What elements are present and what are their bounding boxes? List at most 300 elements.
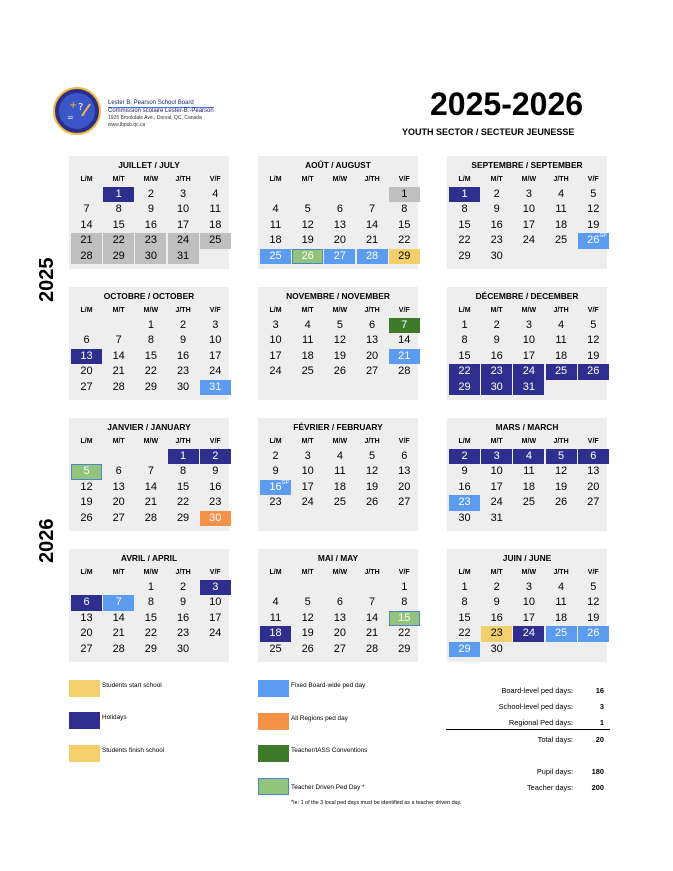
- day-cell: 10: [522, 596, 535, 609]
- month-title: NOVEMBRE / NOVEMBER: [286, 291, 390, 301]
- day-cell: 19: [301, 627, 314, 640]
- month-title: FÉVRIER / FEBRUARY: [293, 422, 383, 432]
- day-cell: 22: [458, 627, 471, 640]
- month-title: AOÛT / AUGUST: [305, 160, 371, 170]
- month-calendar: [447, 156, 607, 269]
- day-cell: 16: [490, 349, 503, 362]
- day-cell: 3: [304, 450, 311, 462]
- day-cell: 31: [490, 511, 503, 524]
- day-cell: 9: [180, 334, 187, 347]
- weekday-header: J/TH: [175, 176, 191, 183]
- day-cell: 8: [180, 465, 187, 478]
- day-cell: 17: [209, 611, 222, 624]
- day-cell: 3: [272, 319, 279, 331]
- legend-swatch: [69, 712, 100, 729]
- month-calendar: [258, 549, 418, 662]
- weekday-header: V/F: [398, 176, 410, 183]
- day-cell: 27: [365, 365, 379, 378]
- day-cell: 29: [449, 642, 480, 657]
- weekday-header: J/TH: [364, 307, 380, 314]
- empty-cell: [71, 187, 102, 202]
- board-website[interactable]: www.lbpsb.qc.ca: [108, 122, 146, 128]
- day-cell: 10: [522, 334, 535, 347]
- month-days-grid: [258, 435, 418, 511]
- weekday-header: V/F: [587, 569, 599, 576]
- weekday-header: V/F: [209, 438, 221, 445]
- day-cell: 11: [334, 465, 346, 478]
- day-cell: 31: [168, 249, 199, 264]
- legend-label: Students finish school: [102, 747, 165, 754]
- weekday-header: L/M: [80, 176, 93, 183]
- weekday-header: M/W: [143, 176, 159, 183]
- empty-cell: [546, 380, 577, 395]
- weekday-header: M/T: [301, 176, 314, 183]
- day-cell: 3: [481, 449, 512, 464]
- day-cell: 28: [398, 365, 411, 378]
- month-days-grid: [447, 304, 607, 395]
- day-cell: 9: [461, 465, 468, 478]
- day-cell: 27: [324, 249, 355, 264]
- weekday-header: L/M: [269, 176, 282, 183]
- day-cell: 6: [336, 203, 343, 216]
- day-cell: 2: [180, 581, 187, 593]
- day-cell: 30: [490, 249, 503, 262]
- day-cell: 15: [458, 218, 471, 231]
- day-cell: 21: [112, 627, 125, 640]
- day-cell: 3: [212, 319, 219, 331]
- day-cell: 28: [112, 642, 125, 655]
- weekday-header: M/W: [143, 569, 159, 576]
- day-cell: 21: [389, 349, 420, 364]
- page-title: 2025-2026: [430, 86, 584, 122]
- stat-board-value: 16: [595, 686, 604, 695]
- day-cell: 2: [449, 449, 480, 464]
- month-calendar: [69, 156, 229, 269]
- day-cell: 19: [365, 480, 379, 493]
- commission-name: Commission scolaire Lester-B.-Pearson: [108, 108, 214, 114]
- day-stats: [440, 684, 610, 794]
- day-cell: 21: [365, 627, 379, 640]
- weekday-header: V/F: [587, 438, 599, 445]
- weekday-header: M/W: [521, 307, 537, 314]
- empty-cell: [103, 449, 134, 464]
- day-cell: 11: [209, 203, 221, 216]
- day-cell: 30: [481, 380, 512, 395]
- month-calendar: [447, 549, 607, 662]
- day-cell: 16: [176, 349, 190, 362]
- day-cell: 14: [144, 480, 157, 493]
- day-cell: 8: [115, 203, 122, 216]
- month-days-grid: [258, 304, 418, 380]
- day-cell: 13: [365, 334, 379, 347]
- weekday-header: L/M: [80, 307, 93, 314]
- weekday-header: M/T: [490, 176, 503, 183]
- month-title: JANVIER / JANUARY: [107, 422, 191, 432]
- day-cell: 2: [493, 319, 500, 331]
- empty-cell: [324, 580, 355, 595]
- side-year-2025: 2025: [36, 257, 58, 302]
- school-board-name: Lester B. Pearson School Board: [108, 100, 194, 106]
- day-cell: 5: [590, 581, 597, 593]
- day-cell: 9: [212, 465, 219, 478]
- weekday-header: M/W: [521, 176, 537, 183]
- empty-cell: [513, 642, 544, 657]
- day-cell: 30: [176, 642, 190, 655]
- svg-text:+: +: [69, 100, 78, 111]
- weekday-header: M/T: [490, 438, 503, 445]
- weekday-header: M/W: [332, 307, 348, 314]
- weekday-header: J/TH: [553, 307, 569, 314]
- day-cell: 9: [272, 465, 279, 478]
- day-cell: 24: [209, 627, 222, 640]
- day-cell: 11: [555, 596, 567, 609]
- day-cell: 18: [554, 218, 568, 231]
- legend-swatch: [258, 680, 289, 697]
- day-cell: 5: [304, 596, 311, 609]
- board-logo: [52, 86, 232, 142]
- day-cell: 2: [272, 450, 279, 462]
- weekday-header: M/T: [112, 438, 125, 445]
- month-title: JUIN / JUNE: [502, 553, 552, 563]
- empty-cell: [578, 249, 609, 264]
- legend-label: Students start school: [102, 682, 162, 689]
- day-cell: 19: [587, 611, 600, 624]
- day-cell: 17: [522, 349, 535, 362]
- month-calendar: [69, 418, 229, 531]
- weekday-header: M/T: [301, 569, 314, 576]
- weekday-header: L/M: [80, 438, 93, 445]
- day-cell: 16 GP: [260, 480, 291, 495]
- day-cell: 9: [493, 203, 500, 216]
- day-cell: 22: [398, 627, 411, 640]
- weekday-header: V/F: [209, 176, 221, 183]
- day-cell: 10: [176, 203, 190, 216]
- day-cell: 22: [144, 627, 157, 640]
- day-cell: 23: [176, 365, 190, 378]
- month-title: OCTOBRE / OCTOBER: [103, 291, 195, 301]
- weekday-header: M/T: [112, 569, 125, 576]
- month-title: AVRIL / APRIL: [120, 553, 178, 563]
- day-cell: 23: [481, 626, 512, 641]
- day-cell: 24: [522, 234, 535, 247]
- weekday-header: L/M: [458, 438, 471, 445]
- empty-cell: [578, 642, 609, 657]
- empty-cell: [71, 580, 102, 595]
- stat-regional-value: 1: [599, 718, 604, 727]
- day-cell: 24: [490, 496, 503, 509]
- weekday-header: V/F: [587, 176, 599, 183]
- day-cell: 31: [200, 380, 231, 395]
- day-cell: 7: [115, 334, 122, 347]
- day-cell: 14: [365, 611, 379, 624]
- day-cell: 18: [260, 626, 291, 641]
- day-cell: 5: [71, 464, 102, 479]
- day-cell: 18: [209, 218, 222, 231]
- legend-label: Teacher Driven Ped Day *: [291, 784, 365, 791]
- day-cell: 12: [587, 203, 600, 216]
- day-cell: 1: [461, 319, 468, 331]
- footnote: *Ie: 1 of the 3 local ped days must be identified as a teacher driven day.: [291, 800, 462, 806]
- weekday-header: V/F: [587, 307, 599, 314]
- day-cell: 22: [398, 234, 411, 247]
- day-cell: 26: [333, 365, 346, 378]
- empty-cell: [103, 318, 134, 333]
- month-calendar: [258, 418, 418, 531]
- stat-regional-label: Regional Ped days:: [508, 718, 573, 727]
- day-cell: 14: [365, 218, 379, 231]
- day-cell: 28: [71, 249, 102, 264]
- empty-cell: [357, 187, 388, 202]
- day-cell: 30: [135, 249, 166, 264]
- day-cell: 24: [301, 496, 314, 509]
- svg-text:?: ?: [78, 102, 84, 113]
- day-cell: 29: [144, 642, 157, 655]
- day-cell: 5: [590, 188, 597, 200]
- day-cell: 23: [269, 496, 282, 509]
- day-cell: 9: [180, 596, 187, 609]
- day-cell: 1: [461, 581, 468, 593]
- day-cell: 11: [555, 203, 567, 216]
- day-cell: 25: [260, 249, 291, 264]
- day-cell: 4: [272, 596, 279, 609]
- day-cell: 22: [449, 364, 480, 379]
- day-cell: 7: [369, 203, 376, 216]
- weekday-header: V/F: [209, 569, 221, 576]
- day-cell: 20: [80, 627, 93, 640]
- weekday-header: J/TH: [175, 438, 191, 445]
- empty-cell: [546, 249, 577, 264]
- day-cell: 18: [269, 234, 282, 247]
- day-cell: 26: [80, 511, 93, 524]
- day-cell: 11: [269, 611, 282, 624]
- day-cell: 29: [458, 249, 471, 262]
- weekday-header: J/TH: [553, 176, 569, 183]
- day-cell: 25: [200, 233, 231, 248]
- day-cell: 23: [490, 234, 503, 247]
- day-cell: 10: [522, 203, 535, 216]
- day-cell: 14: [398, 334, 411, 347]
- empty-cell: [513, 249, 544, 264]
- legend-label: Teacher/IASS Conventions: [291, 747, 368, 754]
- day-cell: 12: [333, 334, 346, 347]
- empty-cell: [292, 580, 323, 595]
- stat-teacher-label: Teacher days:: [526, 783, 573, 792]
- day-cell: 12: [80, 480, 93, 493]
- day-cell: 8: [461, 334, 468, 347]
- day-cell: 1: [389, 187, 420, 202]
- day-cell: 25: [269, 642, 282, 655]
- day-cell: 25: [546, 364, 577, 379]
- stat-total-value: 20: [595, 735, 604, 744]
- day-cell: 20: [398, 480, 411, 493]
- weekday-header: L/M: [269, 307, 282, 314]
- day-cell: 24: [168, 233, 199, 248]
- weekday-header: M/W: [143, 307, 159, 314]
- month-calendar: [258, 287, 418, 400]
- weekday-header: V/F: [209, 307, 221, 314]
- day-cell: 20: [587, 480, 600, 493]
- month-calendar: [69, 549, 229, 662]
- day-cell: 29: [449, 380, 480, 395]
- day-cell: 13: [80, 611, 93, 624]
- legend-swatch: [69, 745, 100, 762]
- weekday-header: L/M: [458, 569, 471, 576]
- stat-board-label: Board-level ped days:: [501, 686, 573, 695]
- day-cell: 24: [513, 364, 544, 379]
- day-cell: 11: [269, 218, 282, 231]
- day-cell: 7: [389, 318, 420, 333]
- day-marker: GP: [281, 479, 289, 486]
- day-cell: 3: [525, 188, 532, 200]
- day-cell: 8: [401, 203, 408, 216]
- month-calendar: [69, 287, 229, 400]
- day-cell: 20: [333, 627, 346, 640]
- day-cell: 27: [80, 642, 93, 655]
- day-cell: 13: [398, 465, 411, 478]
- day-cell: 6: [83, 334, 90, 347]
- day-cell: 11: [555, 334, 567, 347]
- day-cell: 9: [493, 334, 500, 347]
- day-cell: 15: [144, 349, 157, 362]
- weekday-header: J/TH: [553, 569, 569, 576]
- weekday-header: M/W: [332, 569, 348, 576]
- stat-school-label: School-level ped days:: [498, 702, 573, 711]
- month-title: JUILLET / JULY: [118, 160, 180, 170]
- day-cell: 20: [80, 365, 93, 378]
- day-cell: 15: [458, 349, 471, 362]
- day-cell: 19: [587, 349, 600, 362]
- day-cell: 6: [578, 449, 609, 464]
- day-cell: 4: [212, 188, 219, 200]
- day-cell: 16: [176, 611, 190, 624]
- weekday-header: M/T: [112, 307, 125, 314]
- legend-label: Fixed Board-wide ped day: [291, 682, 366, 689]
- day-cell: 23: [176, 627, 190, 640]
- day-cell: 23: [449, 495, 480, 510]
- day-cell: 17: [522, 218, 535, 231]
- day-cell: 13: [587, 465, 600, 478]
- day-cell: 16: [144, 218, 157, 231]
- day-cell: 27: [398, 496, 411, 509]
- empty-cell: [103, 580, 134, 595]
- day-cell: 30: [458, 511, 471, 524]
- day-cell: 11: [301, 334, 314, 347]
- day-cell: 25: [522, 496, 535, 509]
- page-subtitle: YOUTH SECTOR / SECTEUR JEUNESSE: [402, 127, 575, 137]
- weekday-header: L/M: [269, 569, 282, 576]
- empty-cell: [578, 380, 609, 395]
- legend-label: Holidays: [102, 714, 127, 721]
- day-cell: 27: [80, 380, 93, 393]
- day-cell: 11: [523, 465, 535, 478]
- empty-cell: [260, 580, 291, 595]
- day-cell: 6: [115, 465, 122, 478]
- day-cell: 27: [587, 496, 600, 509]
- month-days-grid: [258, 566, 418, 657]
- weekday-header: J/TH: [175, 569, 191, 576]
- day-cell: 10: [209, 334, 222, 347]
- weekday-header: M/W: [332, 438, 348, 445]
- day-cell: 2: [147, 188, 154, 200]
- month-title: SEPTEMBRE / SEPTEMBER: [471, 160, 583, 170]
- day-cell: 7: [103, 595, 134, 610]
- day-cell: 4: [272, 203, 279, 216]
- month-days-grid: [447, 173, 607, 264]
- day-cell: 14: [112, 349, 125, 362]
- day-cell: 19: [587, 218, 600, 231]
- day-cell: 8: [147, 596, 154, 609]
- day-cell: 9: [147, 203, 154, 216]
- stat-pupil-label: Pupil days:: [536, 767, 573, 776]
- day-cell: 15: [389, 611, 420, 626]
- day-cell: 16: [490, 611, 503, 624]
- day-cell: 24: [209, 365, 222, 378]
- day-cell: 30: [490, 642, 503, 655]
- empty-cell: [200, 642, 231, 657]
- day-cell: 10: [209, 596, 222, 609]
- day-cell: 6: [71, 595, 102, 610]
- day-cell: 8: [147, 334, 154, 347]
- day-cell: 21: [71, 233, 102, 248]
- board-address: 1925 Brookdale Ave., Dorval, QC, Canada: [108, 115, 202, 121]
- legend-label: All Regions ped day: [291, 715, 348, 722]
- day-cell: 20: [365, 349, 379, 362]
- weekday-header: J/TH: [175, 307, 191, 314]
- day-cell: 30: [200, 511, 231, 526]
- weekday-header: M/T: [490, 307, 503, 314]
- svg-text:=: =: [67, 113, 74, 122]
- empty-cell: [578, 511, 609, 526]
- empty-cell: [71, 318, 102, 333]
- day-cell: 29: [103, 249, 134, 264]
- month-days-grid: [447, 435, 607, 526]
- day-cell: 14: [112, 611, 125, 624]
- day-cell: 25: [333, 496, 346, 509]
- day-cell: 8: [461, 203, 468, 216]
- weekday-header: M/T: [301, 438, 314, 445]
- day-cell: 21: [112, 365, 125, 378]
- empty-cell: [546, 511, 577, 526]
- empty-cell: [200, 249, 231, 264]
- month-days-grid: [69, 173, 229, 264]
- empty-cell: [292, 187, 323, 202]
- day-cell: 22: [458, 234, 471, 247]
- stat-total-label: Total days:: [537, 735, 573, 744]
- day-cell: 29: [398, 642, 411, 655]
- day-cell: 25: [554, 234, 568, 247]
- day-cell: 31: [513, 380, 544, 395]
- empty-cell: [513, 511, 544, 526]
- day-cell: 17: [490, 480, 503, 493]
- day-cell: 2: [493, 188, 500, 200]
- month-days-grid: [258, 173, 418, 264]
- day-cell: 8: [461, 596, 468, 609]
- day-cell: 16: [458, 480, 471, 493]
- month-title: DÉCEMBRE / DECEMBER: [475, 291, 579, 301]
- day-cell: 18: [301, 349, 314, 362]
- day-cell: 14: [80, 218, 93, 231]
- stat-school-value: 3: [599, 702, 604, 711]
- logo-emblem-icon: [52, 86, 102, 136]
- day-cell: 12: [365, 465, 379, 478]
- day-cell: 4: [558, 319, 565, 331]
- day-cell: 25: [546, 626, 577, 641]
- day-cell: 7: [147, 465, 154, 478]
- day-cell: 29: [389, 249, 420, 264]
- day-cell: 26: [365, 496, 379, 509]
- empty-cell: [546, 642, 577, 657]
- day-cell: 22: [176, 496, 190, 509]
